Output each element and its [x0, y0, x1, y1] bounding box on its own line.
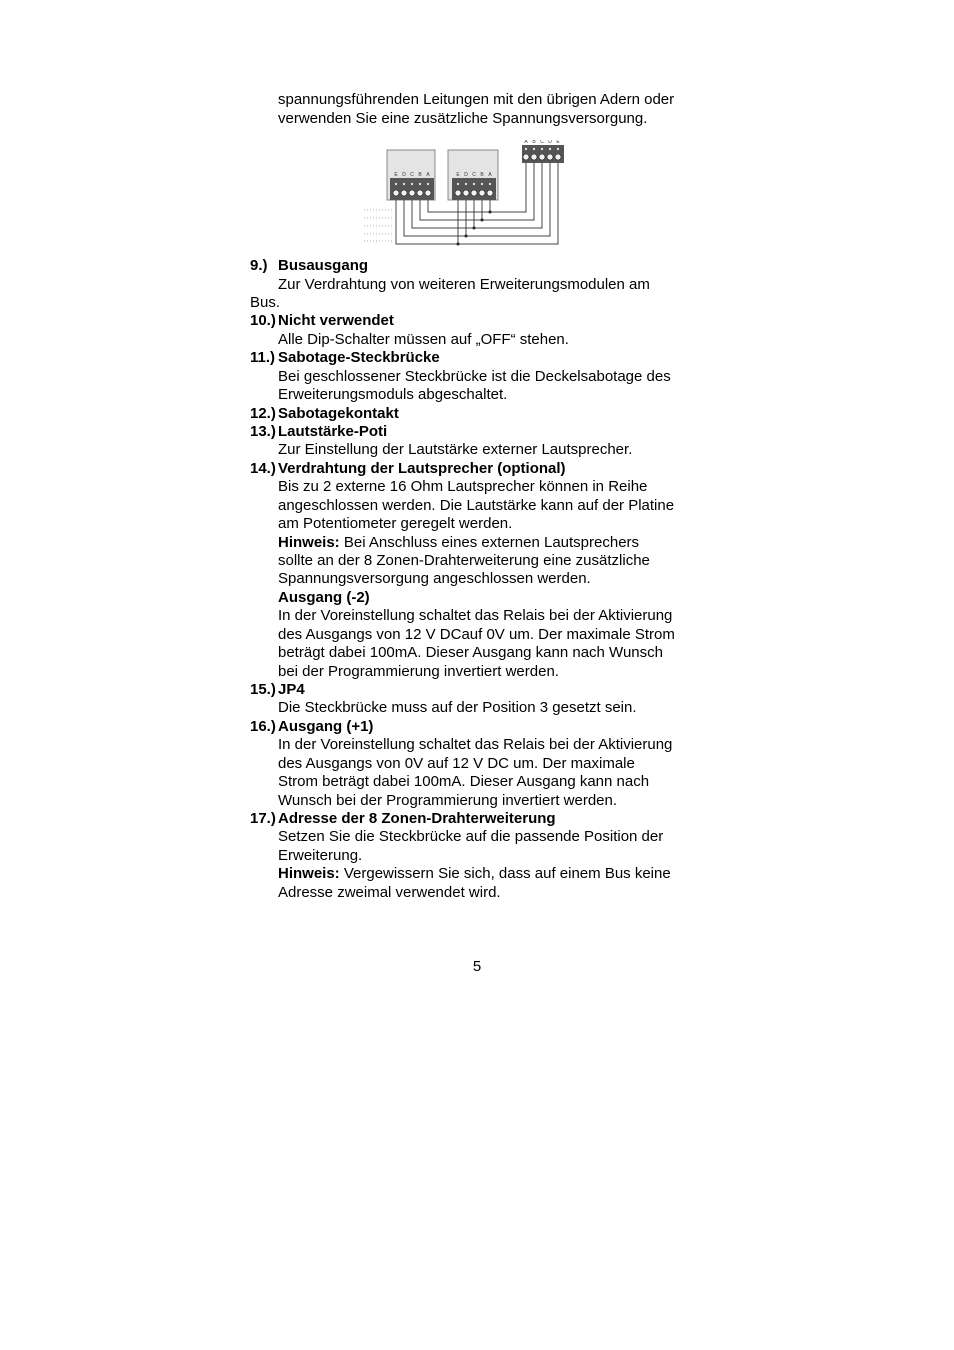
right-terminal-screw	[547, 154, 553, 160]
right-terminal-pin	[541, 148, 543, 150]
right-terminal-label-c: C	[540, 140, 544, 145]
intro-line-2: verwenden Sie eine zusätzliche Spannungsversorgung.	[278, 110, 648, 127]
middle-terminal-screw	[479, 190, 485, 196]
item-9-number: 9.)	[250, 257, 268, 274]
item-12-number: 12.)	[250, 405, 276, 422]
item-16-text-4: Wunsch bei der Programmierung invertiert werden.	[278, 792, 618, 809]
item-16-title: Ausgang (+1)	[278, 718, 374, 735]
middle-terminal-block	[452, 178, 496, 200]
left-terminal-label-b: B	[418, 172, 422, 178]
middle-terminal-screw	[463, 190, 469, 196]
item-11-text-2: Erweiterungsmoduls abgeschaltet.	[278, 386, 508, 403]
item-14-title: Verdrahtung der Lautsprecher (optional)	[278, 460, 566, 477]
left-terminal-screw	[417, 190, 423, 196]
middle-terminal-screw	[487, 190, 493, 196]
item-15-title: JP4	[278, 681, 305, 698]
item-14-sub-text-3: beträgt dabei 100mA. Dieser Ausgang kann nach Wunsch	[278, 644, 663, 661]
item-17-title: Adresse der 8 Zonen-Drahterweiterung	[278, 810, 556, 827]
item-11-number: 11.)	[250, 349, 276, 366]
left-terminal-screw	[393, 190, 399, 196]
left-terminal-label-d: D	[402, 172, 406, 178]
item-11-title: Sabotage-Steckbrücke	[278, 349, 440, 366]
item-17-text-1: Setzen Sie die Steckbrücke auf die passende Position der	[278, 828, 664, 845]
right-terminal-label-a: A	[524, 140, 528, 145]
item-9-title: Busausgang	[278, 257, 369, 274]
item-14-text-2: angeschlossen werden. Die Lautstärke kann auf der Platine	[278, 497, 675, 514]
hint-label: Hinweis:	[278, 534, 340, 551]
left-terminal-screw	[425, 190, 431, 196]
right-terminal-pin	[533, 148, 535, 150]
left-terminal-label-e: E	[394, 172, 398, 178]
item-10-text-1: Alle Dip-Schalter müssen auf „OFF“ stehen.	[278, 331, 569, 348]
item-14-hint-3: Spannungsversorgung angeschlossen werden.	[278, 570, 591, 587]
middle-terminal-pin	[465, 183, 467, 185]
left-terminal-pin	[403, 183, 405, 185]
right-terminal-pin	[525, 148, 527, 150]
item-14-text-3: am Potentiometer geregelt werden.	[278, 515, 513, 532]
item-16-number: 16.)	[250, 718, 276, 735]
item-9-text-1: Zur Verdrahtung von weiteren Erweiterungsmodulen am	[278, 276, 650, 293]
item-13-text-1: Zur Einstellung der Lautstärke externer Lautsprecher.	[278, 441, 633, 458]
item-15-number: 15.)	[250, 681, 276, 698]
item-13-title: Lautstärke-Poti	[278, 423, 388, 440]
item-15-text-1: Die Steckbrücke muss auf der Position 3 gesetzt sein.	[278, 699, 637, 716]
item-16-text-1: In der Voreinstellung schaltet das Relais bei der Aktivierung	[278, 736, 673, 753]
item-16-text-2: des Ausgangs von 0V auf 12 V DC um. Der maximale	[278, 755, 635, 772]
right-terminal-pin	[557, 148, 559, 150]
dotted-incoming-lines	[364, 210, 392, 241]
item-14-hint	[278, 534, 639, 552]
left-terminal-pin	[411, 183, 413, 185]
middle-terminal-pin	[473, 183, 475, 185]
left-terminal-label-c: C	[410, 172, 414, 178]
item-14-text-1: Bis zu 2 externe 16 Ohm Lautsprecher können in Reihe	[278, 478, 648, 495]
item-14-sub-text-4: bei der Programmierung invertiert werden.	[278, 663, 559, 680]
middle-terminal-pin	[457, 183, 459, 185]
item-17-number: 17.)	[250, 810, 276, 827]
right-terminal-screw	[523, 154, 529, 160]
item-10-title: Nicht verwendet	[278, 312, 394, 329]
left-terminal-pin	[427, 183, 429, 185]
item-13-number: 13.)	[250, 423, 276, 440]
left-terminal-pin	[395, 183, 397, 185]
middle-terminal-label-a: A	[488, 172, 492, 178]
item-17-text-2: Erweiterung.	[278, 847, 363, 864]
left-terminal-label-a: A	[426, 172, 430, 178]
item-14-sub-text-1: In der Voreinstellung schaltet das Relais bei der Aktivierung	[278, 607, 673, 624]
page-number: 5	[472, 958, 482, 975]
item-14-sub-text-2: des Ausgangs von 12 V DCauf 0V um. Der maximale Strom	[278, 626, 675, 643]
bus-wiring-diagram	[362, 140, 572, 250]
item-10-number: 10.)	[250, 312, 276, 329]
middle-terminal-screw	[455, 190, 461, 196]
middle-terminal-pin	[481, 183, 483, 185]
right-terminal-pin	[549, 148, 551, 150]
middle-terminal-label-d: D	[464, 172, 468, 178]
right-terminal-screw	[539, 154, 545, 160]
left-terminal-screw	[401, 190, 407, 196]
item-16-text-3: Strom beträgt dabei 100mA. Dieser Ausgang kann nach	[278, 773, 650, 790]
left-terminal-block	[390, 178, 434, 200]
right-terminal-screw	[555, 154, 561, 160]
right-terminal-screw	[531, 154, 537, 160]
middle-terminal-label-c: C	[472, 172, 476, 178]
item-17-hint	[278, 865, 671, 883]
middle-terminal-pin	[489, 183, 491, 185]
right-terminal-label-b: B	[532, 140, 536, 145]
item-14-hint-2: sollte an der 8 Zonen-Drahterweiterung eine zusätzliche	[278, 552, 650, 569]
middle-terminal-label-b: B	[480, 172, 484, 178]
hint-text: Bei Anschluss eines externen Lautsprechers	[339, 534, 640, 551]
left-terminal-screw	[409, 190, 415, 196]
hint-text: Vergewissern Sie sich, dass auf einem Bus keine	[339, 865, 671, 882]
item-12-title: Sabotagekontakt	[278, 405, 399, 422]
intro-line-1: spannungsführenden Leitungen mit den übrigen Adern oder	[278, 91, 675, 108]
item-14-number: 14.)	[250, 460, 276, 477]
hint-label: Hinweis:	[278, 865, 340, 882]
right-terminal-label-d: D	[548, 140, 552, 145]
item-11-text-1: Bei geschlossener Steckbrücke ist die Deckelsabotage des	[278, 368, 671, 385]
middle-terminal-screw	[471, 190, 477, 196]
left-terminal-pin	[419, 183, 421, 185]
right-terminal-label-e: E	[556, 140, 560, 145]
item-14-subtitle: Ausgang (-2)	[278, 589, 370, 606]
item-9-text-2: Bus.	[250, 294, 281, 311]
item-17-hint-2: Adresse zweimal verwendet wird.	[278, 884, 501, 901]
middle-terminal-label-e: E	[456, 172, 460, 178]
